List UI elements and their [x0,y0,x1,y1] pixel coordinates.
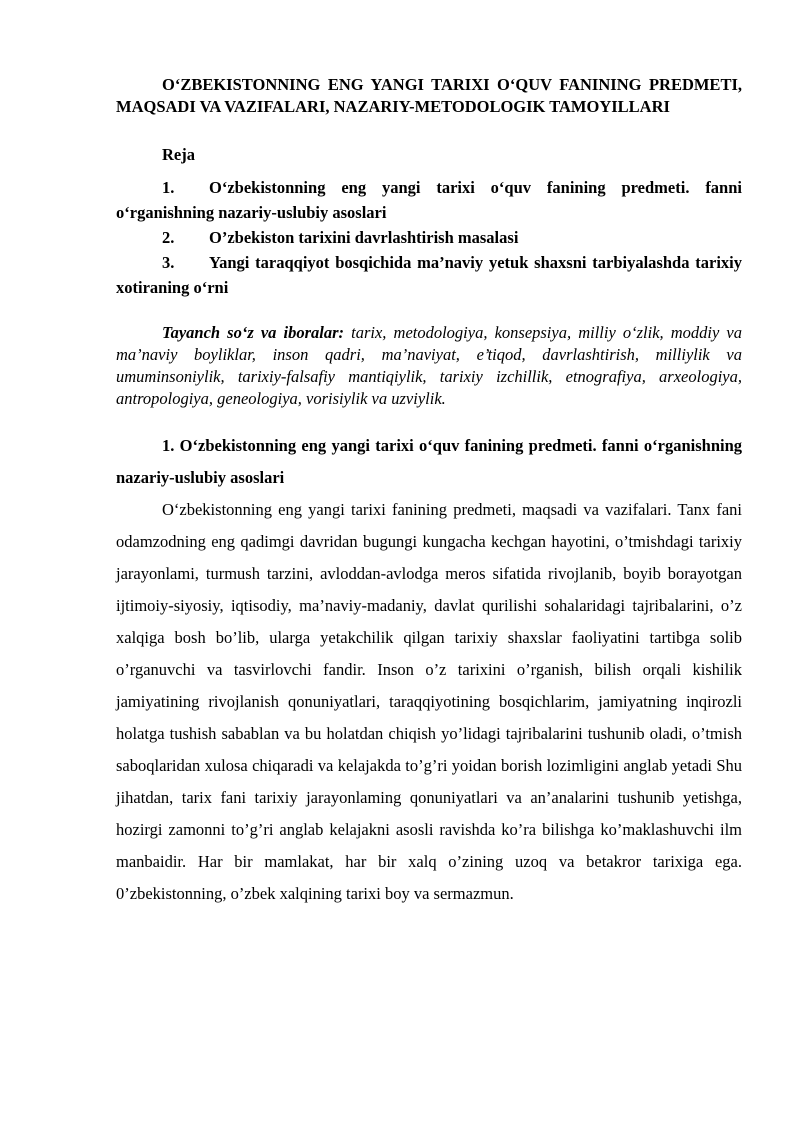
plan-item-number: 1. [162,178,175,197]
document-title: O‘ZBEKISTONNING ENG YANGI TARIXI O‘QUV FANINING PREDMETI, MAQSADI VA VAZIFALARI, NAZARIY-METODOLOGIK TAMOYILLARI [116,75,742,116]
plan-item [116,175,742,225]
plan-item-text: O’zbekiston tarixini davrlashtirish masalasi [209,228,519,247]
plan-item [116,225,742,250]
plan-item [116,250,742,300]
plan-item-number: 3. [162,253,175,272]
plan-item-text: Yangi taraqqiyot bosqichida ma’naviy yetuk shaxsni tarbiyalashda tarixiy xotiraning o‘rni [116,253,742,297]
section-heading: 1. O‘zbekistonning eng yangi tarixi o‘quv fanining predmeti. fanni o‘rganishning nazariy-uslubiy asoslari [116,436,742,487]
keywords-text: tarix, metodologiya, konsepsiya, milliy o‘zlik, moddiy va ma’naviy boyliklar, inson qadri, ma’naviyat, e’tiqod, davrlashtirish, milliylik va umuminsoniylik, tarixiy-falsafiy mantiqiylik, tarixiy izchillik, etnografiya, arxeologiya, antropologiya, geneologiya, vorisiylik va uzviylik. [116,323,742,408]
plan-item-text: O‘zbekistonning eng yangi tarixi o‘quv fanining predmeti. fanni o‘rganishning nazariy-uslubiy asoslari [116,178,742,222]
plan-heading: Reja [162,145,195,164]
document-content [116,74,742,910]
plan-list [116,175,742,300]
plan-item-number: 2. [162,228,175,247]
keywords-paragraph [116,322,742,410]
body-paragraph: O‘zbekistonning eng yangi tarixi fanining predmeti, maqsadi va vazifalari. Tanx fani odamzodning eng qadimgi davridan bugungi kungacha kechgan hayotini, o’tmishdagi tarixiy jarayonlami, turmush tarzini, avloddan-avlodga meros sifatida rivojlanib, boyib borayotgan ijtimoiy-siyosiy, iqtisodiy, ma’naviy-madaniy, davlat qurilishi sohalaridagi tajribalarini, o’z xalqiga bosh bo’lib, ularga yetakchilik qilgan tarixiy shaxslar faoliyatini tartibga solib o’rganuvchi va tasvirlovchi fandir. Inson o’z tarixini o’rganish, bilish orqali kishilik jamiyatining rivojlanish qonuniyatlari, taraqqiyotining bosqichlarim, jamiyatning inqirozli holatga tushish sabablan va bu holatdan chiqish yo’lidagi tajribalarini tushunib oladi, o’tmish saboqlaridan xulosa chiqaradi va kelajakda to’g’ri yoidan borish lozimligini anglab yetadi Shu jihatdan, tarix fani tarixiy jarayonlaming qonuniyatlari va an’analarini tushunib yetishga, hozirgi zamonni to’g’ri anglab kelajakni asosli ravishda ko’ra bilishga ko’maklashuvchi ilm manbaidir. Har bir mamlakat, har bir xalq o’zining uzoq va betakror tarixiga ega. 0’zbekistonning, o’zbek xalqining tarixi boy va sermazmun. [116,500,742,903]
keywords-label: Tayanch so‘z va iboralar: [162,323,345,342]
